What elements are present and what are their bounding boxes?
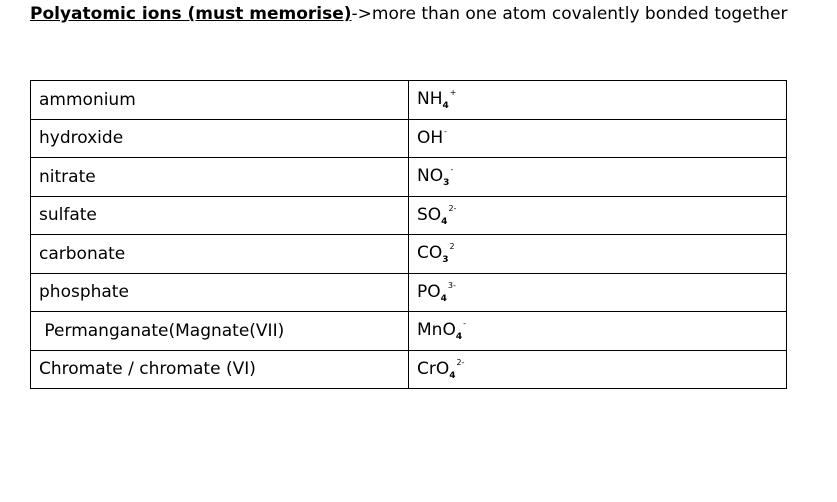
ion-formula: OH-: [409, 119, 787, 158]
ion-name: carbonate: [31, 235, 409, 274]
polyatomic-ions-table: [30, 80, 787, 389]
table-row: [31, 235, 787, 274]
table-row: [31, 119, 787, 158]
table-row: [31, 312, 787, 351]
ion-name: ammonium: [31, 81, 409, 120]
table-row: [31, 350, 787, 389]
ion-name: sulfate: [31, 196, 409, 235]
ion-name: Chromate / chromate (VI): [31, 350, 409, 389]
ion-name: Permanganate(Magnate(VII): [31, 312, 409, 351]
heading-title: Polyatomic ions (must memorise): [30, 4, 352, 24]
heading-description: ->more than one atom covalently bonded together: [351, 4, 788, 24]
table-row: [31, 196, 787, 235]
ion-name: nitrate: [31, 158, 409, 197]
ion-name: hydroxide: [31, 119, 409, 158]
page-heading: [30, 1, 820, 27]
ion-formula: $SO_4^{2-}$: [409, 196, 787, 235]
table-row: [31, 158, 787, 197]
table-row: [31, 81, 787, 120]
ion-formula: $PO_4^{3-}$: [409, 273, 787, 312]
ion-formula: $NH_4^+$: [409, 81, 787, 120]
ion-formula: $NO_3^-$: [409, 158, 787, 197]
ion-name: phosphate: [31, 273, 409, 312]
ion-formula: MnO$_4$-: [409, 312, 787, 351]
ion-formula: CrO$_4^{2-}$: [409, 350, 787, 389]
table-row: [31, 273, 787, 312]
ion-formula: $CO_3^2$: [409, 235, 787, 274]
